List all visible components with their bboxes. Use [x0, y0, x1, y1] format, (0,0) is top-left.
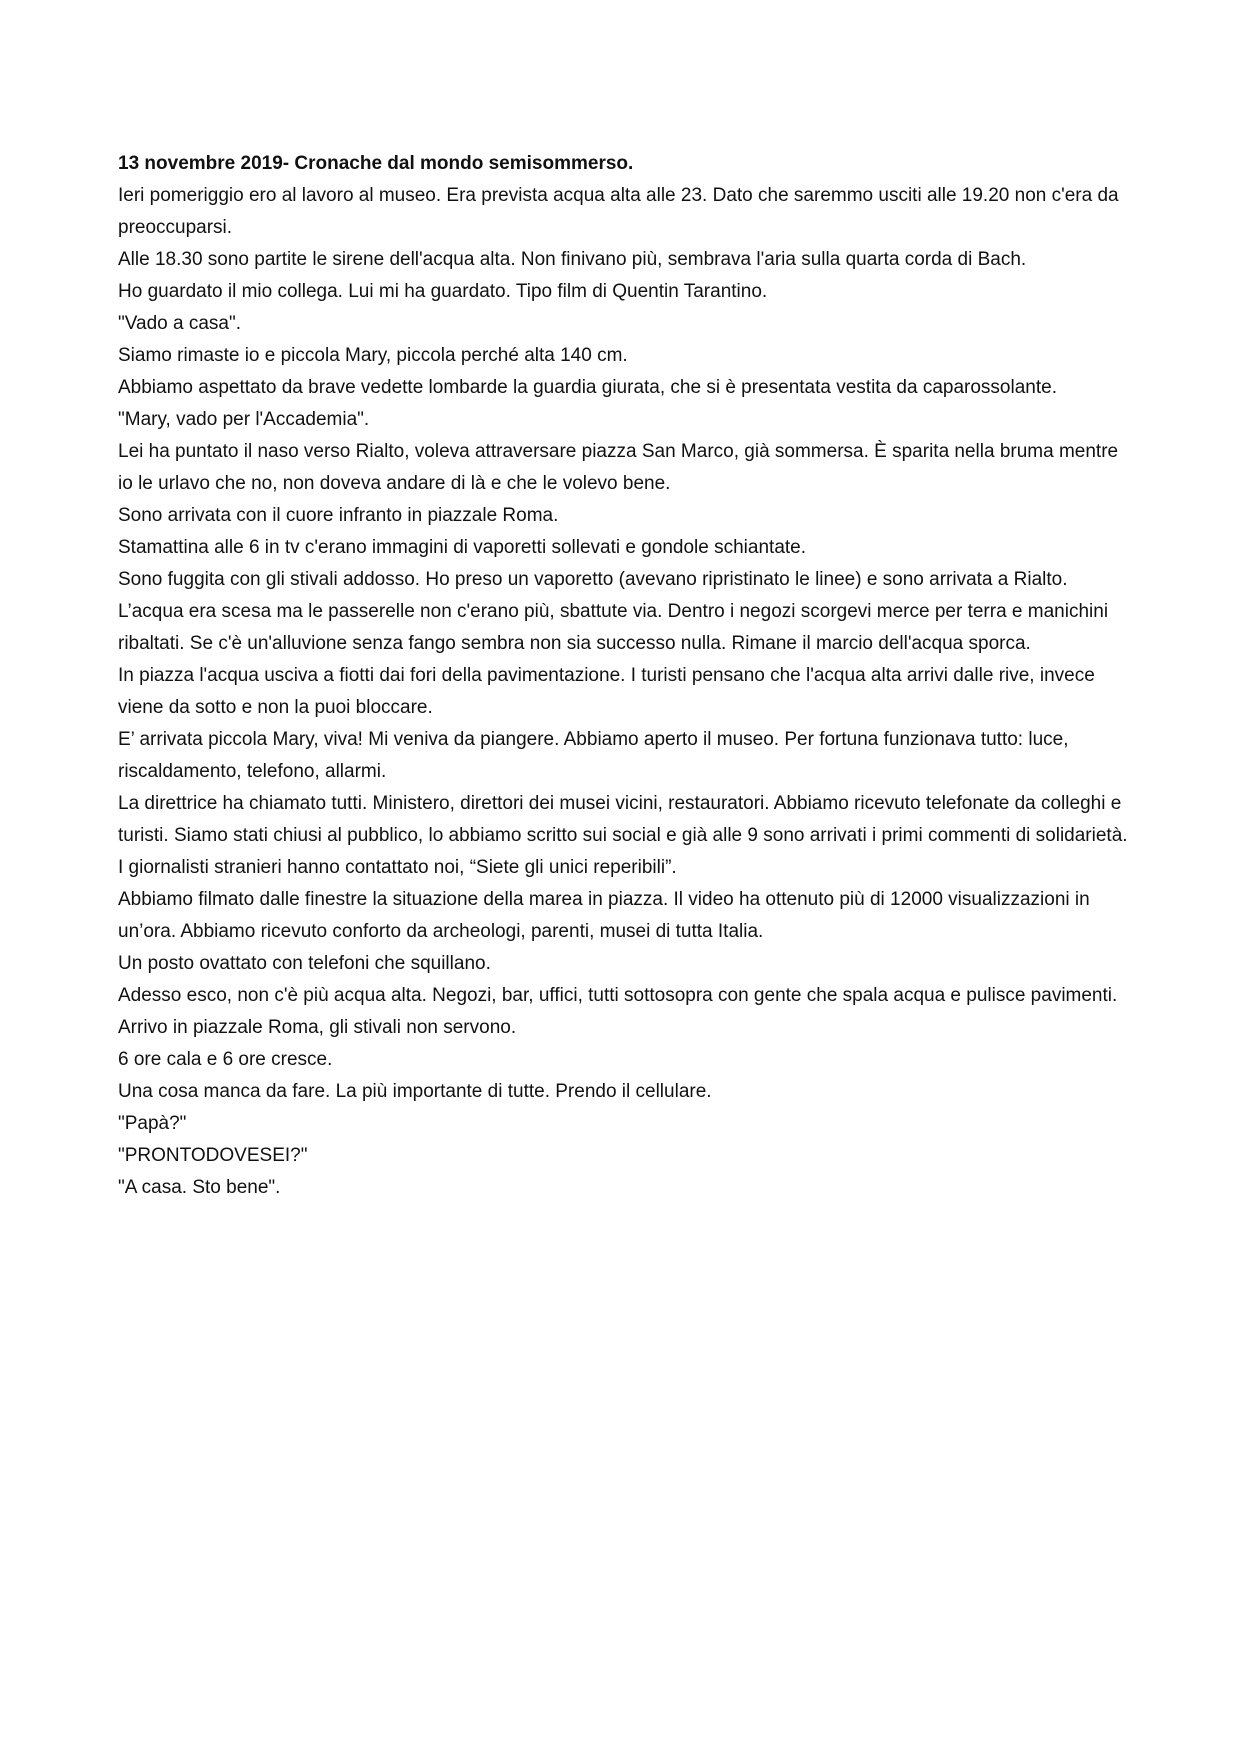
paragraph: La direttrice ha chiamato tutti. Ministero, direttori dei musei vicini, restauratori. Abbiamo ricevuto telefonate da colleghi e turisti. Siamo stati chiusi al pubblico, lo abbiamo scritto sui social e già alle 9 sono arrivati i primi commenti di solidarietà. I giornalisti stranieri hanno contattato noi, “Siete gli unici reperibili”. — [118, 793, 1128, 878]
paragraph: 6 ore cala e 6 ore cresce. — [118, 1049, 333, 1070]
paragraph: Siamo rimaste io e piccola Mary, piccola perché alta 140 cm. — [118, 345, 628, 366]
paragraph: Stamattina alle 6 in tv c'erano immagini di vaporetti sollevati e gondole schiantate. — [118, 537, 807, 558]
paragraph: Sono arrivata con il cuore infranto in piazzale Roma. — [118, 505, 559, 526]
paragraph: "Mary, vado per l'Accademia". — [118, 409, 370, 430]
paragraph: Alle 18.30 sono partite le sirene dell'acqua alta. Non finivano più, sembrava l'aria sulla quarta corda di Bach. — [118, 249, 1027, 270]
paragraph: Ho guardato il mio collega. Lui mi ha guardato. Tipo film di Quentin Tarantino. — [118, 281, 768, 302]
paragraph: Una cosa manca da fare. La più importante di tutte. Prendo il cellulare. — [118, 1081, 712, 1102]
paragraph: "Vado a casa". — [118, 313, 241, 334]
paragraph: "PRONTODOVESEI?" — [118, 1145, 308, 1166]
paragraph: "A casa. Sto bene". — [118, 1177, 281, 1198]
paragraph: "Papà?" — [118, 1113, 187, 1134]
paragraph: In piazza l'acqua usciva a fiotti dai fori della pavimentazione. I turisti pensano che l'acqua alta arrivi dalle rive, invece viene da sotto e non la puoi bloccare. — [118, 665, 1095, 718]
paragraph: Sono fuggita con gli stivali addosso. Ho preso un vaporetto (avevano ripristinato le linee) e sono arrivata a Rialto. L’acqua era scesa ma le passerelle non c'erano più, sbattute via. Dentro i negozi scorgevi merce per terra e manichini ribaltati. Se c'è un'alluvione senza fango sembra non sia successo nulla. Rimane il marcio dell'acqua sporca. — [118, 569, 1109, 654]
document-title: 13 novembre 2019- Cronache dal mondo semisommerso. — [118, 153, 634, 174]
paragraph: Ieri pomeriggio ero al lavoro al museo. Era prevista acqua alta alle 23. Dato che saremmo usciti alle 19.20 non c'era da preoccuparsi. — [118, 185, 1119, 238]
paragraph: Abbiamo aspettato da brave vedette lombarde la guardia giurata, che si è presentata vestita da caparossolante. — [118, 377, 1057, 398]
paragraph: Adesso esco, non c'è più acqua alta. Negozi, bar, uffici, tutti sottosopra con gente che spala acqua e pulisce pavimenti. Arrivo in piazzale Roma, gli stivali non servono. — [118, 985, 1118, 1038]
paragraph: Lei ha puntato il naso verso Rialto, voleva attraversare piazza San Marco, già sommersa. È sparita nella bruma mentre io le urlavo che no, non doveva andare di là e che le volevo bene. — [118, 441, 1119, 494]
paragraph: Un posto ovattato con telefoni che squillano. — [118, 953, 491, 974]
document-body — [118, 148, 1128, 1204]
paragraph: Abbiamo filmato dalle finestre la situazione della marea in piazza. Il video ha ottenuto più di 12000 visualizzazioni in un’ora. Abbiamo ricevuto conforto da archeologi, parenti, musei di tutta Italia. — [118, 889, 1090, 942]
paragraph: E’ arrivata piccola Mary, viva! Mi veniva da piangere. Abbiamo aperto il museo. Per fortuna funzionava tutto: luce, riscaldamento, telefono, allarmi. — [118, 729, 1069, 782]
